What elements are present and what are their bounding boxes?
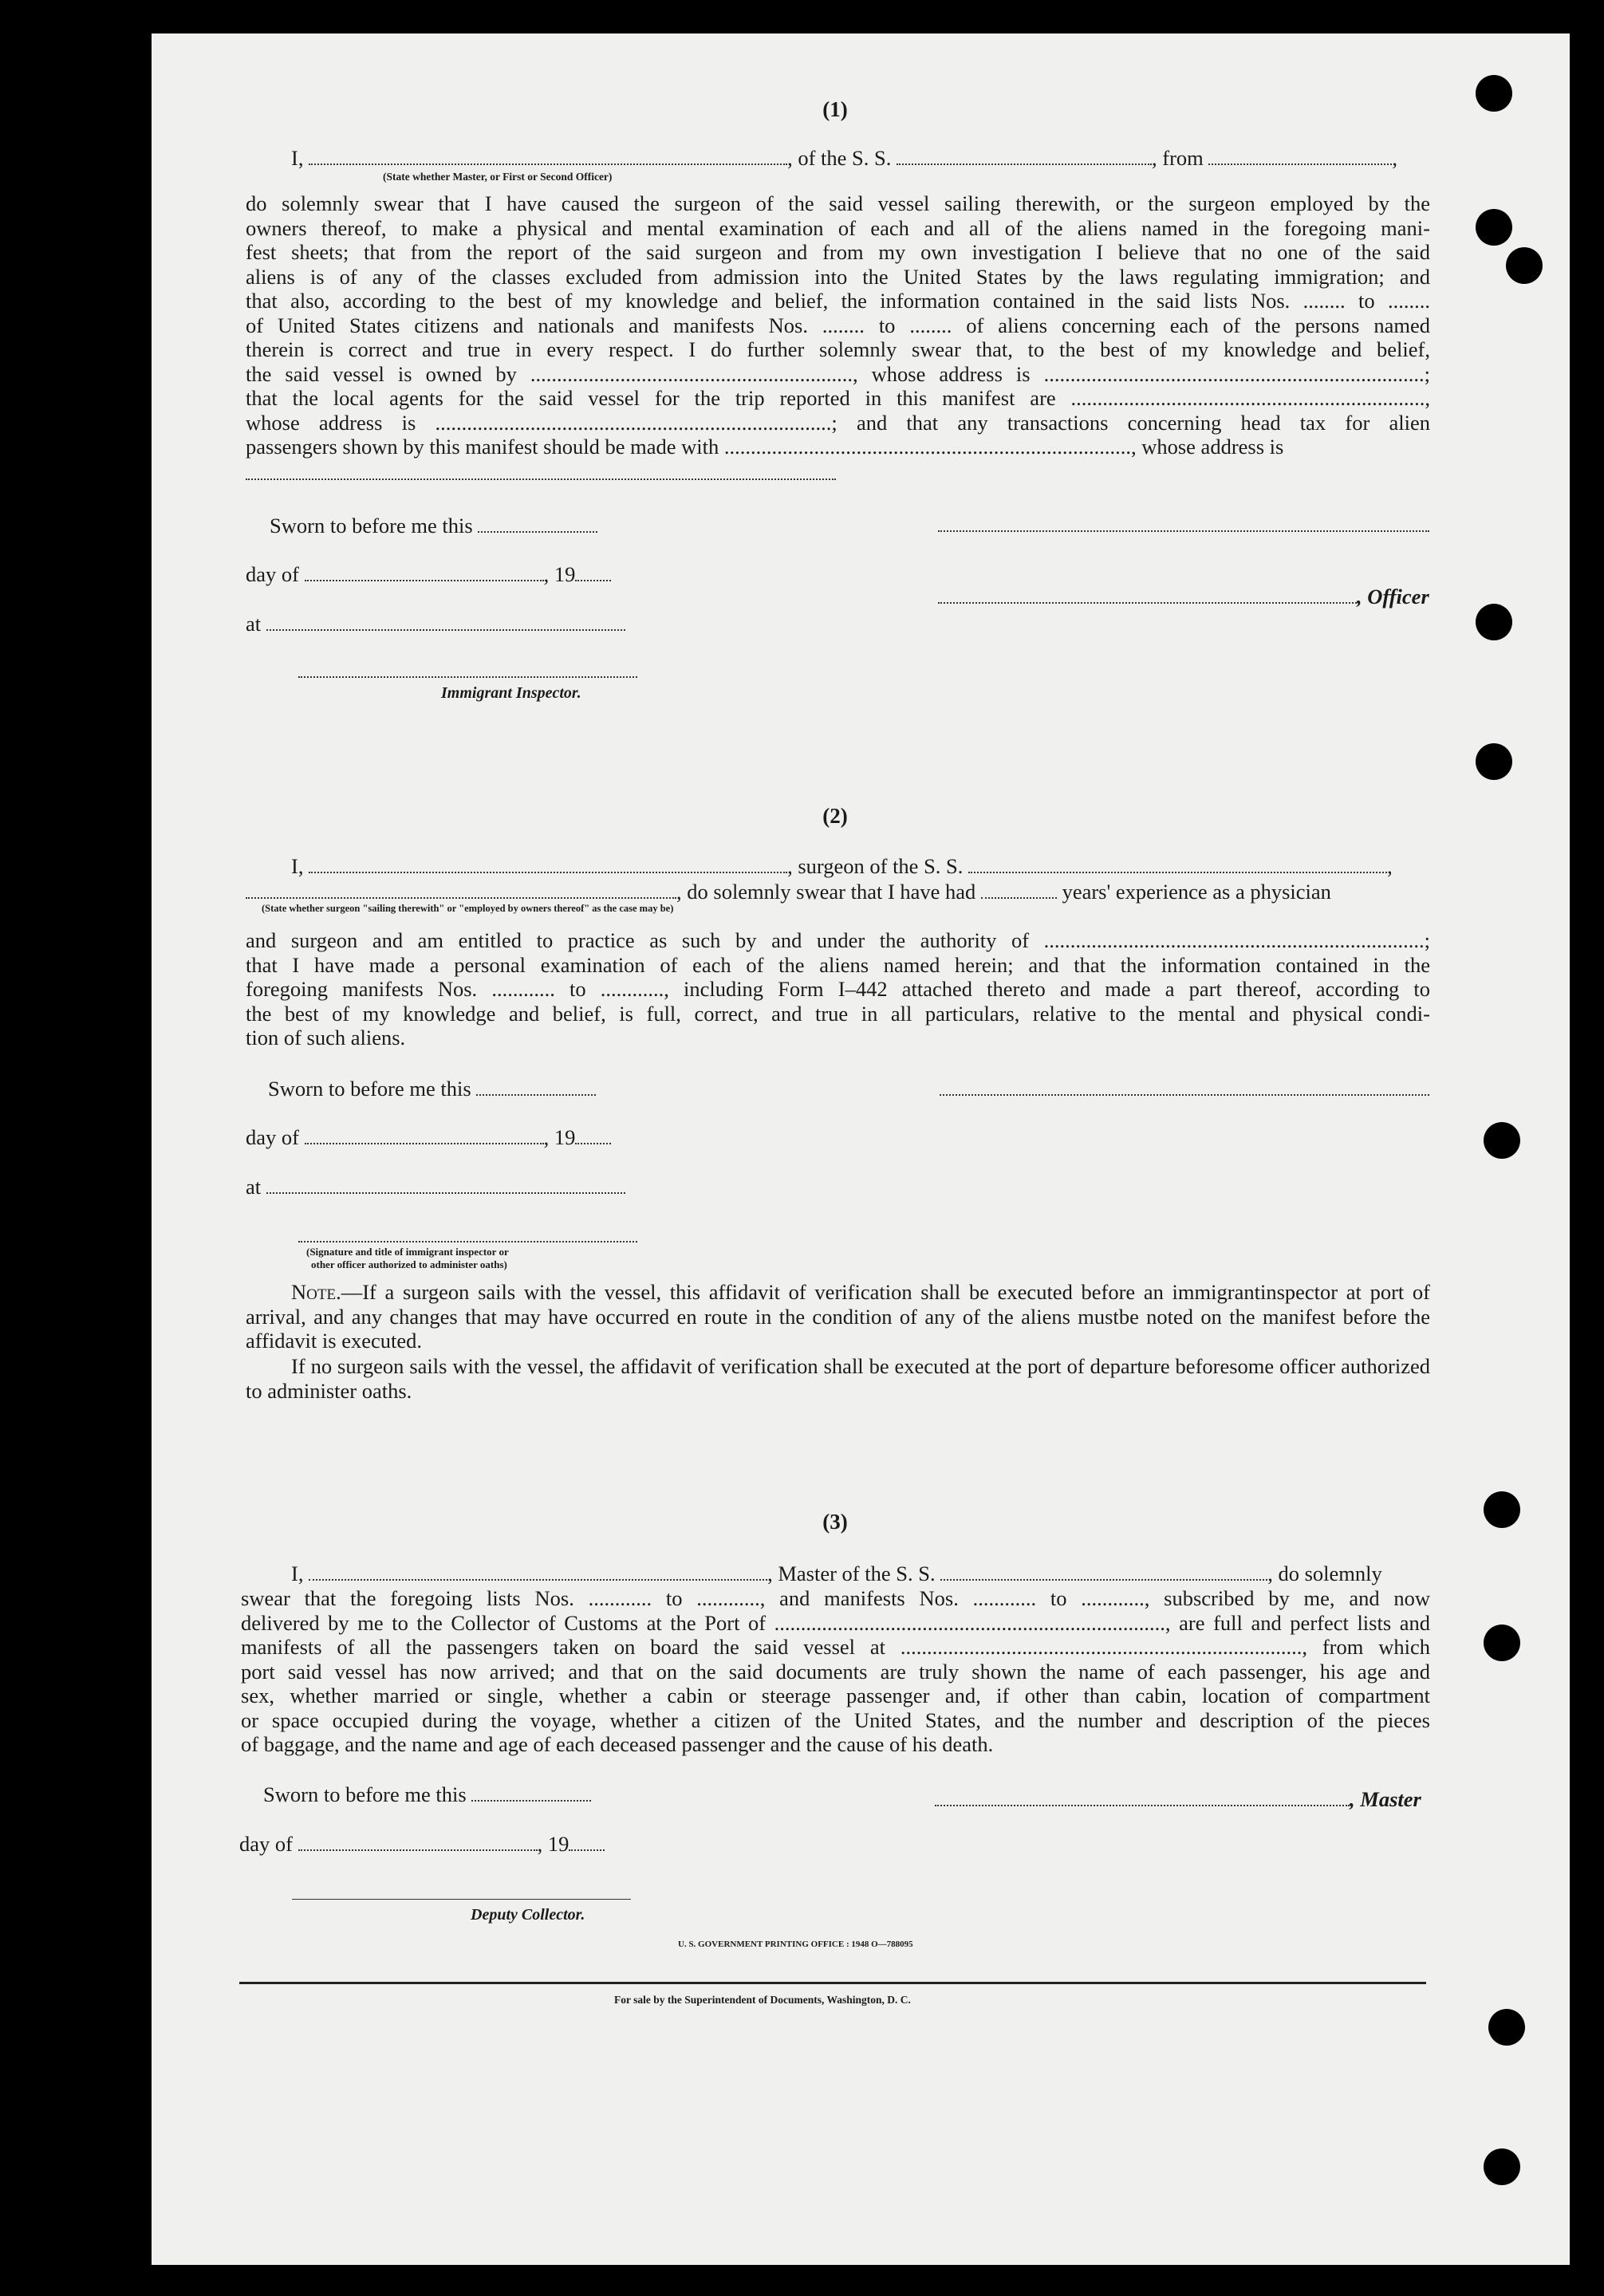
signature-caption-line-2: other officer authorized to administer oaths) — [311, 1258, 507, 1270]
oath-line: fest sheets; that from the report of the said surgeon and from my own investigation I believe that no one of the said — [246, 240, 1430, 264]
oath-line: do solemnly swear that I have caused the surgeon of the said vessel sailing therewith, or the surgeon employed by the — [246, 191, 1430, 215]
oath-line: port said vessel has now arrived; and that on the said documents are truly shown the name of each passenger, his age and — [241, 1659, 1430, 1684]
section-2-day-of: day of , 19 — [246, 1124, 611, 1150]
section-3-day-of: day of , 19 — [239, 1831, 605, 1857]
oath-line: therein is correct and true in every respect. I do further solemnly swear that, to the best of my knowledge and belief, — [246, 337, 1430, 361]
binder-hole — [1476, 604, 1512, 640]
inspector-signature-blank[interactable] — [298, 676, 637, 678]
master-signature-line: , Master — [935, 1786, 1421, 1812]
signature-caption-line-1: (Signature and title of immigrant inspector or — [306, 1246, 509, 1258]
oath-line: swear that the foregoing lists Nos. ............ to ............, and manifests Nos. ............ to ............, subscribed by me, and now — [241, 1586, 1430, 1610]
binder-hole — [1476, 743, 1512, 780]
oath-line: and surgeon and am entitled to practice as such by and under the authority of ........................................................................; — [246, 928, 1430, 952]
oath-line: the best of my knowledge and belief, is full, correct, and true in all particulars, relative to the mental and physical condi- — [246, 1001, 1430, 1026]
section-2-sworn: Sworn to before me this — [268, 1076, 596, 1101]
note-line: some officer authorized to administer oaths. — [246, 1354, 1430, 1403]
note-line — [246, 1280, 1260, 1304]
oath-line: owners thereof, to make a physical and mental examination of each and all of the aliens named in the foregoing mani- — [246, 215, 1430, 240]
officer-signature-line: , Officer — [938, 584, 1429, 609]
section-1-day-of: day of , 19 — [246, 561, 611, 587]
note-label: Note. — [291, 1280, 341, 1304]
oath-line: of baggage, and the name and age of each deceased passenger and the cause of his death. — [241, 1732, 994, 1756]
oath-line: of United States citizens and nationals and manifests Nos. ........ to ........ of aliens concerning each of the persons named — [246, 313, 1430, 337]
section-2-surgeon-caption: (State whether surgeon "sailing therewith" or "employed by owners thereof" as the case may be) — [262, 903, 674, 914]
oath-line: sex, whether married or single, whether a cabin or steerage passenger and, if other than cabin, location of compartment — [241, 1684, 1430, 1707]
section-3-oath-first-line: I, , Master of the S. S. , do solemnly — [291, 1562, 1382, 1585]
oath-line: or space occupied during the voyage, whether a citizen of the United States, and the number and description of the pieces — [241, 1707, 1430, 1732]
deputy-signature-blank[interactable] — [292, 1899, 631, 1900]
deputy-collector-label: Deputy Collector. — [471, 1906, 585, 1924]
binder-hole — [1506, 247, 1543, 284]
oath-line: the said vessel is owned by ............................................................., whose address is ........................................................................; — [246, 361, 1430, 386]
oath-line: tion of such aliens. — [246, 1026, 406, 1050]
binder-hole — [1484, 2148, 1520, 2185]
section-2-number: (2) — [822, 804, 848, 828]
surgeon-signature-blank[interactable] — [940, 1094, 1429, 1096]
section-2-note — [246, 1280, 1430, 1353]
oath-line: whose address is ...........................................................................; and that any transactions concerning head tax for alien — [246, 410, 1430, 435]
oath-line: delivered by me to the Collector of Customs at the Port of .........................................................................., are full and perfect lists and — [241, 1610, 1430, 1635]
section-2-years-line: , do solemnly swear that I have had years' experience as a physician — [246, 879, 1331, 904]
section-2-oath-body — [246, 928, 1430, 1050]
oath-line: that also, according to the best of my knowledge and belief, the information contained in the said lists Nos. ........ to ........ — [246, 289, 1430, 313]
oath-line: that the local agents for the said vessel for the trip reported in this manifest are ..................................................................., — [246, 386, 1430, 410]
printing-office-imprint: U. S. GOVERNMENT PRINTING OFFICE : 1948 O—788095 — [678, 1940, 913, 1949]
sale-notice: For sale by the Superintendent of Documents, Washington, D. C. — [614, 1994, 911, 2006]
section-2-note-2 — [246, 1354, 1430, 1403]
section-1-oath-first-line: I, , of the S. S. , from , — [291, 146, 1398, 170]
binder-hole — [1476, 209, 1512, 246]
footer-rule — [239, 1982, 1426, 1984]
section-3-sworn: Sworn to before me this — [263, 1782, 591, 1807]
address-blank[interactable] — [246, 478, 836, 480]
section-1-sworn: Sworn to before me this — [270, 513, 597, 538]
immigrant-inspector-label: Immigrant Inspector. — [441, 684, 581, 702]
section-1-oath-body — [246, 191, 1430, 459]
section-2-oath-first-line: I, , surgeon of the S. S. , — [291, 854, 1393, 878]
oath-line: passengers shown by this manifest should be made with ............................................................................., whose address is — [246, 435, 1284, 459]
section-1-number: (1) — [822, 97, 848, 121]
note-line: If no surgeon sails with the vessel, the affidavit of verification shall be executed at the port of departure before — [291, 1354, 1230, 1378]
section-1-title-caption: (State whether Master, or First or Second Officer) — [383, 171, 613, 183]
inspector-signature-blank-2[interactable] — [298, 1241, 637, 1243]
section-2-at: at — [246, 1174, 625, 1199]
binder-hole — [1484, 1625, 1520, 1661]
note-text: —If a surgeon sails with the vessel, this affidavit of verification shall be executed before an immigrant — [341, 1280, 1260, 1304]
note-line: be noted on the manifest before the affidavit is executed. — [246, 1304, 1431, 1353]
binder-hole — [1484, 1491, 1520, 1528]
binder-hole — [1484, 1122, 1520, 1159]
section-3-oath-body — [241, 1586, 1430, 1757]
note-line: inspector at port of arrival, and any changes that may have occurred en route in the condition of any of the aliens must — [246, 1280, 1431, 1329]
section-1-at: at — [246, 611, 625, 636]
oath-line: foregoing manifests Nos. ............ to ............, including Form I–442 attached thereto and made a part thereof, according to — [246, 977, 1430, 1001]
section-3-number: (3) — [822, 1510, 848, 1534]
oath-line: manifests of all the passengers taken on board the said vessel at ............................................................................, from which — [241, 1635, 1430, 1659]
binder-hole — [1476, 75, 1512, 112]
oath-line: aliens is of any of the classes excluded from admission into the United States by the laws regulating immigration; and — [246, 264, 1430, 289]
binder-hole — [1488, 2009, 1525, 2046]
oath-line: that I have made a personal examination of each of the aliens named herein; and that the information contained in the — [246, 952, 1430, 977]
signature-blank[interactable] — [938, 530, 1429, 532]
